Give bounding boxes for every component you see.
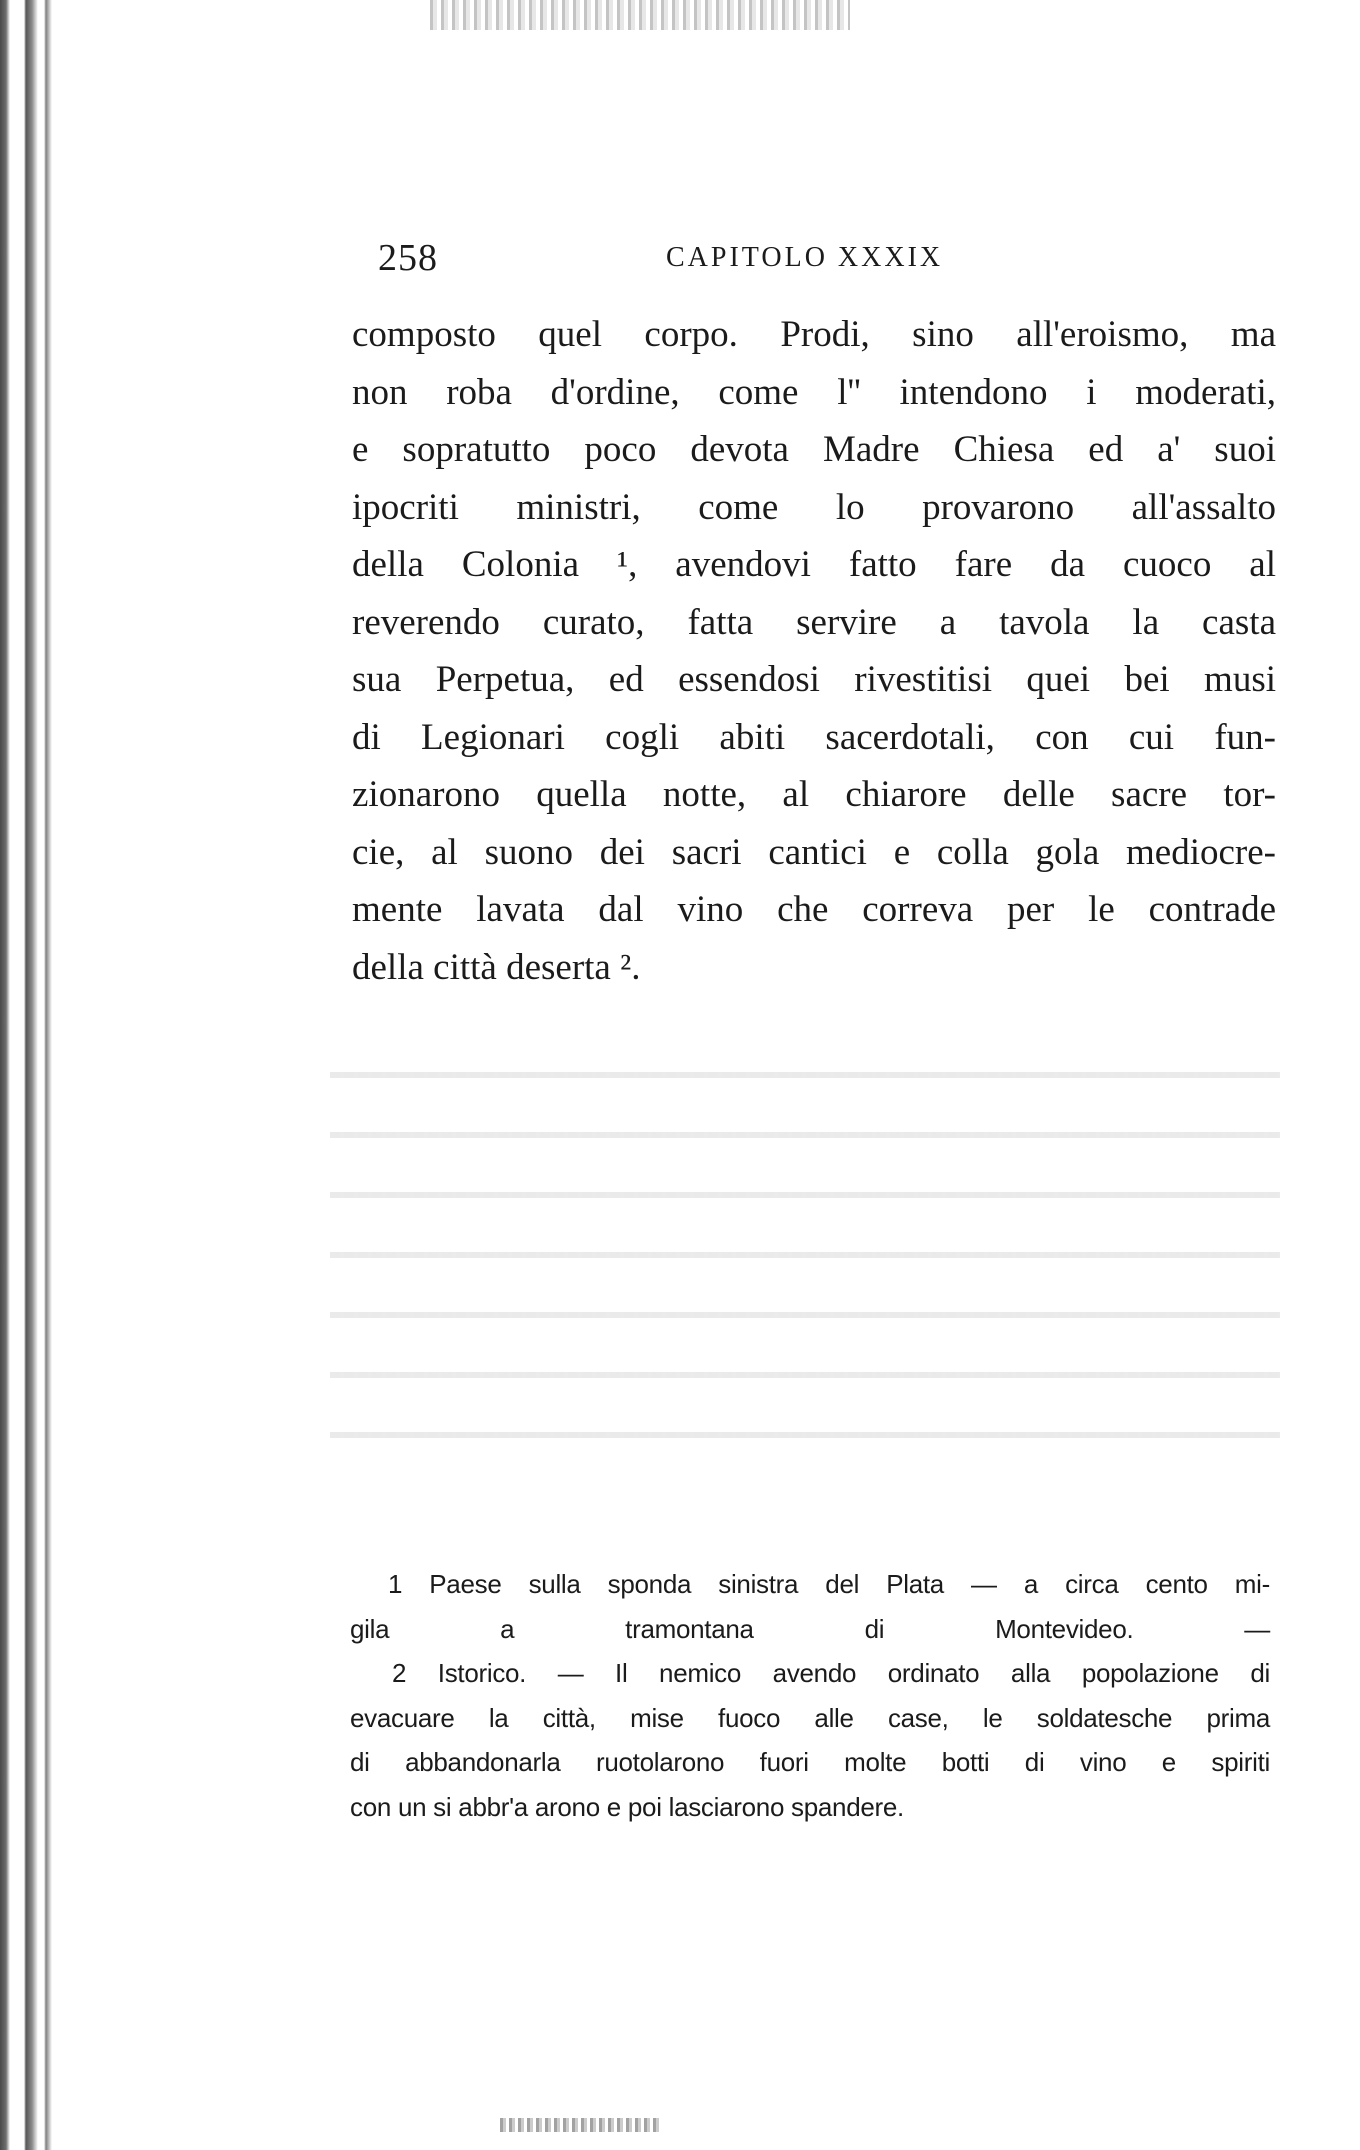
body-line: cie, al suono dei sacri cantici e colla gola mediocre- [352,831,1276,873]
binding-edge [0,0,58,2150]
footnote-line: 2 Istorico. — Il nemico avendo ordinato alla popolazione di [392,1658,1270,1688]
body-line: di Legionari cogli abiti sacerdotali, con cui fun- [352,716,1276,758]
footnote-line: 1 Paese sulla sponda sinistra del Plata — a circa cento mi- [388,1569,1270,1599]
page-header [378,236,978,286]
body-line: non roba d'ordine, come l'' intendono i moderati, [352,371,1276,413]
body-text [352,306,1276,996]
body-line: reverendo curato, fatta servire a tavola la casta [352,601,1276,643]
page-number: 258 [378,237,438,279]
body-line: composto quel corpo. Prodi, sino all'eroismo, ma [352,314,1276,355]
footnote-line: di abbandonarla ruotolarono fuori molte botti di vino e spiriti [350,1747,1270,1777]
body-line: della città deserta ². [352,946,641,988]
footnotes [350,1562,1270,1829]
footnote-line: con un si abbr'a arono e poi lasciarono spandere. [350,1791,904,1822]
bleed-through-texture [330,1040,1280,1460]
body-line: zionarono quella notte, al chiarore delle sacre tor- [352,774,1276,815]
running-head: CAPITOLO XXXIX [666,242,944,273]
body-line: e sopratutto poco devota Madre Chiesa ed a' suoi [352,429,1276,470]
footnote-line: gila a tramontana di Montevideo. — [350,1613,1270,1644]
scan-smudge-bottom [500,2118,660,2132]
body-line: mente lavata dal vino che correva per le contrade [352,889,1276,930]
body-line: sua Perpetua, ed essendosi rivestitisi quei bei musi [352,659,1276,700]
footnote-line: evacuare la città, mise fuoco alle case, le soldatesche prima [350,1702,1270,1733]
body-line: della Colonia ¹, avendovi fatto fare da cuoco al [352,544,1276,585]
scan-smudge-top [430,0,850,30]
body-line: ipocriti ministri, come lo provarono all'assalto [352,486,1276,528]
